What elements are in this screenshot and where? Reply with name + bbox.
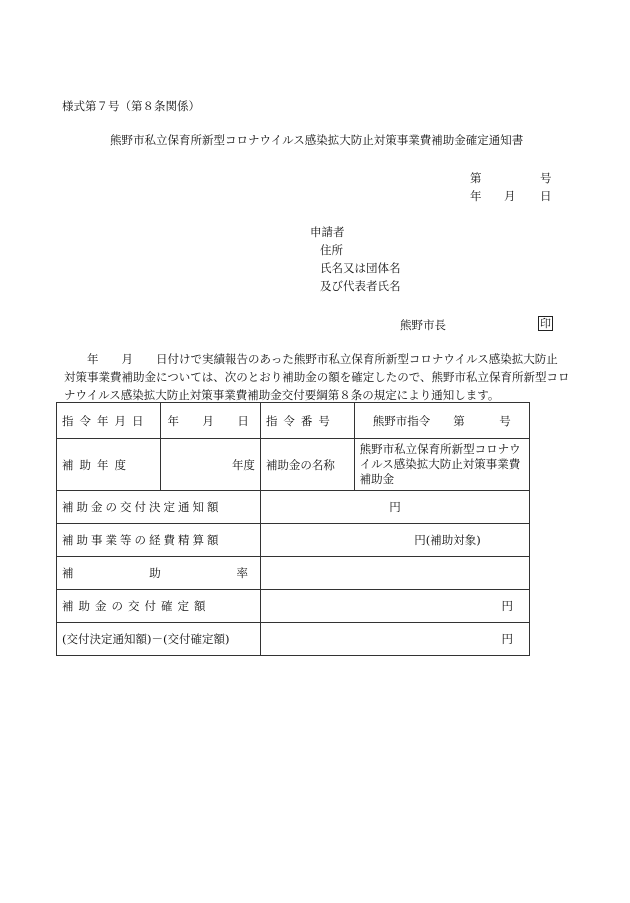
confirmation-table [56,402,530,656]
body-line-2: 対策事業費補助金については、次のとおり補助金の額を確定したので、熊野市私立保育所新型コロ [64,370,570,384]
seal-mark: 印 [540,317,551,330]
rate-label-part1: 補 [62,566,74,580]
value-order-date: 年 月 日 [160,403,260,439]
label-subsidy-rate [57,557,261,590]
number-dai: 第 [470,171,482,185]
date-nen: 年 [470,189,482,203]
date-hi: 日 [540,189,552,203]
label-grant-decision-amount: 補助金の交付決定通知額 [57,491,261,524]
value-subsidy-rate [260,557,529,590]
issuer-title: 熊野市長 [400,318,446,332]
value-confirmed-amount: 円 [260,590,529,623]
rate-label-part2: 助 [149,566,161,580]
body-paragraph [64,350,570,404]
table-row [57,403,530,439]
document-title: 熊野市私立保育所新型コロナウイルス感染拡大防止対策事業費補助金確定通知書 [110,133,524,147]
table-row [57,623,530,656]
value-order-number: 熊野市指令 第 号 [354,403,529,439]
label-expense-settlement: 補助事業等の経費精算額 [57,524,261,557]
value-grant-decision-amount: 円 [260,491,529,524]
value-subsidy-name: 熊野市私立保育所新型コロナウイルス感染拡大防止対策事業費補助金 [354,439,529,491]
label-fiscal-year: 補助年度 [57,439,161,491]
table-row [57,491,530,524]
applicant-name-line1: 氏名又は団体名 [320,261,401,275]
applicant-heading: 申請者 [310,225,345,239]
date-tsuki: 月 [504,189,516,203]
body-line-1: 年 月 日付けで実績報告のあった熊野市私立保育所新型コロナウイルス感染拡大防止 [64,352,558,366]
rate-label-part3: 率 [236,566,248,580]
table-row [57,439,530,491]
label-confirmed-amount: 補助金の交付確定額 [57,590,261,623]
label-order-date: 指令年月日 [57,403,161,439]
body-line-3: ナウイルス感染拡大防止対策事業費補助金交付要綱第８条の規定により通知します。 [64,388,500,402]
value-expense-settlement: 円(補助対象) [260,524,529,557]
form-id: 様式第７号（第８条関係） [62,99,200,113]
label-order-number: 指令番号 [260,403,354,439]
table-row [57,524,530,557]
value-difference: 円 [260,623,529,656]
table-row [57,557,530,590]
label-difference: (交付決定通知額)－(交付確定額) [57,623,261,656]
label-subsidy-name: 補助金の名称 [260,439,354,491]
applicant-address: 住所 [320,243,343,257]
applicant-name-line2: 及び代表者氏名 [320,279,401,293]
table-row [57,590,530,623]
value-fiscal-year: 年度 [160,439,260,491]
number-go: 号 [540,171,552,185]
